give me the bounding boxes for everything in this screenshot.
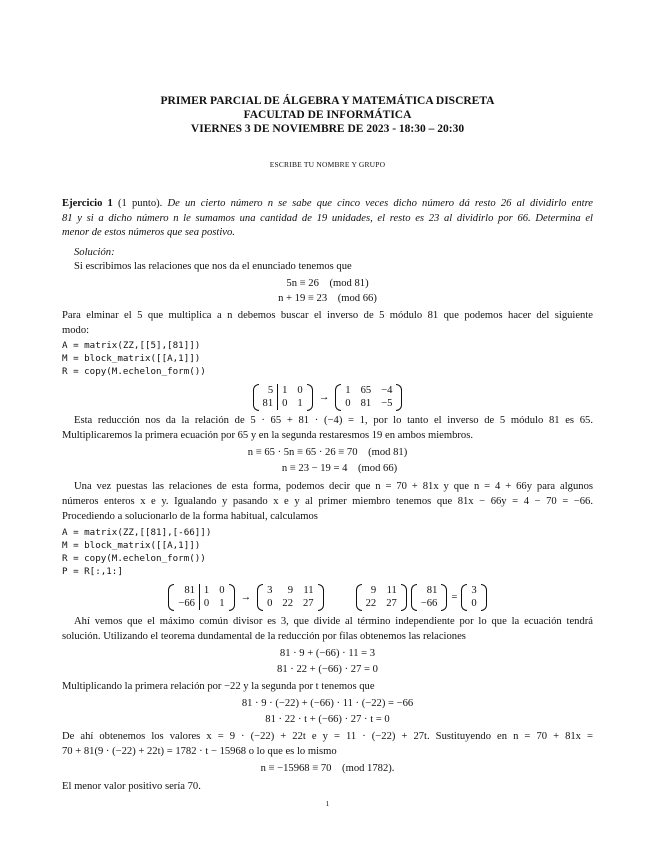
code-line: P = R[:,1:] (62, 566, 123, 577)
paragraph: números enteros x e y. Igualando y pasando x e y al primer miembro tenemos que 81x − 66y = 4 − 70 = −66. (62, 496, 593, 507)
equation: n + 19 ≡ 23 (mod 66) (278, 293, 377, 304)
title-line-2: FACULTAD DE INFORMÁTICA (243, 109, 412, 121)
paragraph: Multiplicaremos la primera ecuación por 65 y en la segunda restaresmos 19 en ambos miembros. (62, 430, 473, 441)
equation: 81 · 22 + (−66) · 27 = 0 (277, 664, 378, 675)
paragraph: 70 + 81(9 · (−22) + 22t) = 1782 · t − 15968 o lo que es lo mismo (62, 746, 337, 757)
solution-heading: Solución: (74, 247, 115, 258)
title-line-1: PRIMER PARCIAL DE ÁLGEBRA Y MATEMÁTICA DISCRETA (160, 95, 495, 107)
paragraph: Esta reducción nos da la relación de 5 · 65 + 81 · (−4) = 1, por lo tanto el inverso de 5 módulo 81 es 65. (74, 415, 593, 426)
equation: 5n ≡ 26 (mod 81) (286, 278, 369, 289)
code-line: A = matrix(ZZ,[[5],[81]]) (62, 340, 201, 351)
paragraph: Para elminar el 5 que multiplica a n debemos buscar el inverso de 5 módulo 81 que podemos hacer del siguiente (62, 310, 593, 321)
page-number: 1 (325, 799, 330, 808)
exercise-statement-3: menor de estos números que sea postivo. (62, 227, 235, 238)
matrix-reduction-2: 81 −66 1 0 0 1 → 3 0 9 22 11 27 9 22 11 27 81 −66 = 3 0 (0, 584, 655, 610)
arrow: → (240, 591, 252, 603)
equation: 81 · 9 · (−22) + (−66) · 11 · (−22) = −66 (241, 698, 414, 709)
exercise-statement-1 (62, 197, 593, 210)
equation: n ≡ 65 · 5n ≡ 65 · 26 ≡ 70 (mod 81) (247, 447, 408, 458)
paragraph: solución. Utilizando el teorema dundamental de la reducción por filas obtenemos las relaciones (62, 631, 466, 642)
paragraph: El menor valor positivo sería 70. (62, 781, 201, 792)
exercise-statement-2: 81 y si a dicho número n le sumamos una cantidad de 19 unidades, el resto es 23 al dividirlo por 66. Determina el (62, 213, 593, 224)
equation: 81 · 9 + (−66) · 11 = 3 (279, 648, 376, 659)
code-line: M = block_matrix([[A,1]]) (62, 540, 201, 551)
paragraph: Una vez puestas las relaciones de esta forma, podemos decir que n = 70 + 81x y que n = 4 + 66y para algunos (74, 481, 593, 492)
exercise-points: (1 punto). (118, 198, 163, 209)
statement-text: De un cierto número n se sabe que cinco veces dicho número dá resto 26 al dividirlo entre (167, 198, 594, 209)
paragraph: Ahí vemos que el máximo común divisor es 3, que divide al término independiente por lo que la ecuación tendrá (74, 616, 593, 627)
code-line: R = copy(M.echelon_form()) (62, 553, 206, 564)
paragraph: Si escribimos las relaciones que nos da el enunciado tenemos que (74, 261, 352, 272)
equation: 81 · 22 · t + (−66) · 27 · t = 0 (265, 714, 390, 725)
exercise-label: Ejercicio 1 (62, 198, 113, 209)
code-line: A = matrix(ZZ,[[81],[-66]]) (62, 527, 212, 538)
equation: n ≡ −15968 ≡ 70 (mod 1782). (260, 763, 395, 774)
equation: n ≡ 23 − 19 = 4 (mod 66) (281, 463, 398, 474)
arrow: → (318, 391, 330, 403)
name-prompt: ESCRIBE TU NOMBRE Y GRUPO (269, 160, 386, 169)
matrix-product: 9 22 11 27 (356, 584, 407, 611)
paragraph: Procediendo a solucionarlo de la forma habitual, calculamos (62, 511, 318, 522)
paragraph: modo: (62, 325, 90, 336)
code-line: M = block_matrix([[A,1]]) (62, 353, 201, 364)
title-line-3: VIERNES 3 DE NOVIEMBRE DE 2023 - 18:30 – 20:30 (190, 123, 465, 135)
paragraph: Multiplicando la primera relación por −22 y la segunda por t tenemos que (62, 681, 375, 692)
matrix-reduction-1: 5 81 1 0 0 1 → 1 0 65 81 −4 −5 (0, 384, 655, 410)
paragraph: De ahí obtenemos los valores x = 9 · (−22) + 22t e y = 11 · (−22) + 27t. Sustituyendo en n = 70 + 81x = (62, 731, 593, 742)
code-line: R = copy(M.echelon_form()) (62, 366, 206, 377)
